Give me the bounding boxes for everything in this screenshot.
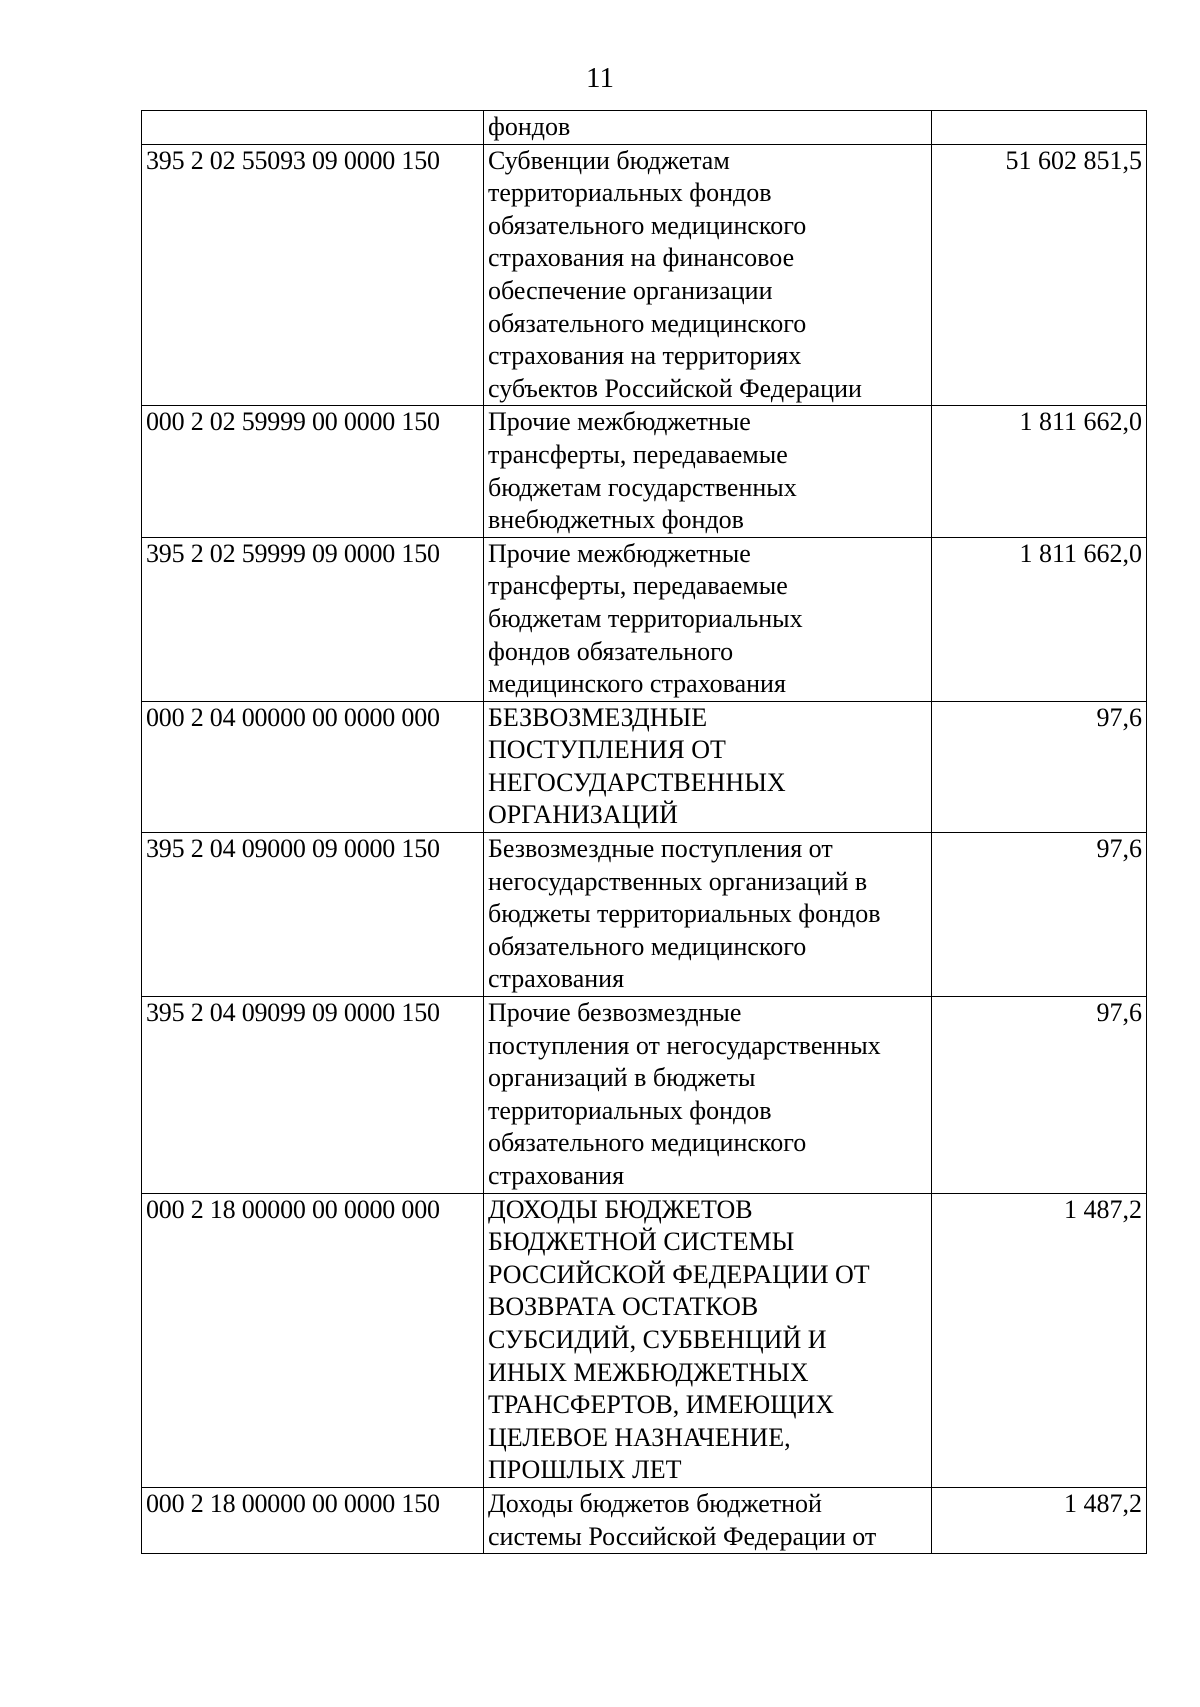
- revenue-name-line: ТРАНСФЕРТОВ, ИМЕЮЩИХ: [488, 1390, 835, 1420]
- budget-code-cell: 395 2 02 59999 09 0000 150: [142, 537, 484, 701]
- amount-cell: 97,6: [932, 997, 1147, 1194]
- table-row: [142, 701, 1147, 832]
- revenue-name-cell: [484, 1487, 932, 1553]
- revenue-name-line: ВОЗВРАТА ОСТАТКОВ: [488, 1292, 759, 1322]
- revenue-name-line: страхования: [488, 964, 625, 994]
- revenue-name-line: БЮДЖЕТНОЙ СИСТЕМЫ: [488, 1227, 795, 1257]
- table-row: [142, 1487, 1147, 1553]
- budget-code-cell: 000 2 04 00000 00 0000 000: [142, 701, 484, 832]
- revenue-name-cell: [484, 406, 932, 537]
- revenue-name-line: территориальных фондов: [488, 1095, 772, 1125]
- table-row: [142, 997, 1147, 1194]
- revenue-name-line: ЦЕЛЕВОЕ НАЗНАЧЕНИЕ,: [488, 1422, 791, 1452]
- revenue-name-line: бюджетам государственных: [488, 472, 797, 502]
- budget-code-cell: 000 2 18 00000 00 0000 000: [142, 1193, 484, 1487]
- revenue-name-line: ИНЫХ МЕЖБЮДЖЕТНЫХ: [488, 1357, 809, 1387]
- revenue-name-cell: [484, 111, 932, 145]
- amount-cell: 1 811 662,0: [932, 406, 1147, 537]
- table-body: [142, 111, 1147, 1554]
- revenue-name-line: Прочие межбюджетные: [488, 407, 751, 437]
- revenue-name-line: Прочие межбюджетные: [488, 538, 751, 568]
- table-row: [142, 833, 1147, 997]
- budget-code-cell: 395 2 04 09099 09 0000 150: [142, 997, 484, 1194]
- revenue-name-line: бюджетам территориальных: [488, 603, 803, 633]
- table-row: [142, 1193, 1147, 1487]
- revenue-name-cell: [484, 701, 932, 832]
- budget-revenue-table: [141, 110, 1147, 1554]
- revenue-name-line: обязательного медицинского: [488, 210, 807, 240]
- revenue-name-line: страхования на финансовое: [488, 243, 795, 273]
- table-row: [142, 144, 1147, 406]
- revenue-name-line: страхования: [488, 1161, 625, 1190]
- revenue-name-line: Прочие безвозмездные: [488, 998, 742, 1028]
- budget-code-cell: 000 2 18 00000 00 0000 150: [142, 1487, 484, 1553]
- amount-cell: 51 602 851,5: [932, 144, 1147, 406]
- revenue-name-line: системы Российской Федерации от: [488, 1521, 877, 1551]
- revenue-name-cell: [484, 997, 932, 1194]
- revenue-name-line: негосударственных организаций в: [488, 866, 868, 896]
- amount-cell: 97,6: [932, 833, 1147, 997]
- revenue-name-line: обеспечение организации: [488, 275, 773, 305]
- revenue-name-line: БЕЗВОЗМЕЗДНЫЕ: [488, 702, 708, 732]
- revenue-name-line: Безвозмездные поступления от: [488, 834, 833, 864]
- revenue-name-cell: [484, 1193, 932, 1487]
- budget-code-cell: 395 2 02 55093 09 0000 150: [142, 144, 484, 406]
- revenue-name-line: Субвенции бюджетам: [488, 145, 730, 175]
- amount-cell: 1 487,2: [932, 1487, 1147, 1553]
- revenue-name-line: фондов: [488, 112, 571, 141]
- table-row: [142, 537, 1147, 701]
- revenue-name-line: ПОСТУПЛЕНИЯ ОТ: [488, 735, 726, 765]
- table-row: [142, 406, 1147, 537]
- revenue-name-line: Доходы бюджетов бюджетной: [488, 1488, 822, 1518]
- revenue-name-cell: [484, 537, 932, 701]
- revenue-name-line: ДОХОДЫ БЮДЖЕТОВ: [488, 1194, 753, 1224]
- amount-cell: 97,6: [932, 701, 1147, 832]
- revenue-name-cell: [484, 833, 932, 997]
- revenue-name-line: трансферты, передаваемые: [488, 571, 788, 601]
- budget-code-cell: 000 2 02 59999 00 0000 150: [142, 406, 484, 537]
- revenue-name-line: обязательного медицинского: [488, 1128, 807, 1158]
- budget-code-cell: 395 2 04 09000 09 0000 150: [142, 833, 484, 997]
- revenue-name-line: территориальных фондов: [488, 178, 772, 208]
- revenue-name-line: ОРГАНИЗАЦИЙ: [488, 800, 678, 830]
- amount-cell: 1 811 662,0: [932, 537, 1147, 701]
- page-number: 11: [586, 62, 614, 94]
- revenue-name-cell: [484, 144, 932, 406]
- revenue-name-line: обязательного медицинского: [488, 308, 807, 338]
- table-row: [142, 111, 1147, 145]
- revenue-name-line: фондов обязательного: [488, 636, 734, 666]
- revenue-name-line: ПРОШЛЫХ ЛЕТ: [488, 1455, 682, 1485]
- revenue-name-line: трансферты, передаваемые: [488, 439, 788, 469]
- revenue-name-line: бюджеты территориальных фондов: [488, 899, 881, 929]
- amount-cell: 1 487,2: [932, 1193, 1147, 1487]
- revenue-name-line: медицинского страхования: [488, 669, 786, 699]
- revenue-name-line: СУБСИДИЙ, СУБВЕНЦИЙ И: [488, 1324, 827, 1354]
- budget-code-cell: [142, 111, 484, 145]
- revenue-name-line: субъектов Российской Федерации: [488, 373, 862, 403]
- revenue-name-line: НЕГОСУДАРСТВЕННЫХ: [488, 767, 786, 797]
- revenue-name-line: страхования на территориях: [488, 341, 802, 371]
- revenue-name-line: организаций в бюджеты: [488, 1063, 756, 1093]
- revenue-name-line: поступления от негосударственных: [488, 1030, 881, 1060]
- amount-cell: [932, 111, 1147, 145]
- revenue-name-line: обязательного медицинского: [488, 931, 807, 961]
- revenue-name-line: внебюджетных фондов: [488, 505, 744, 535]
- revenue-name-line: РОССИЙСКОЙ ФЕДЕРАЦИИ ОТ: [488, 1259, 870, 1289]
